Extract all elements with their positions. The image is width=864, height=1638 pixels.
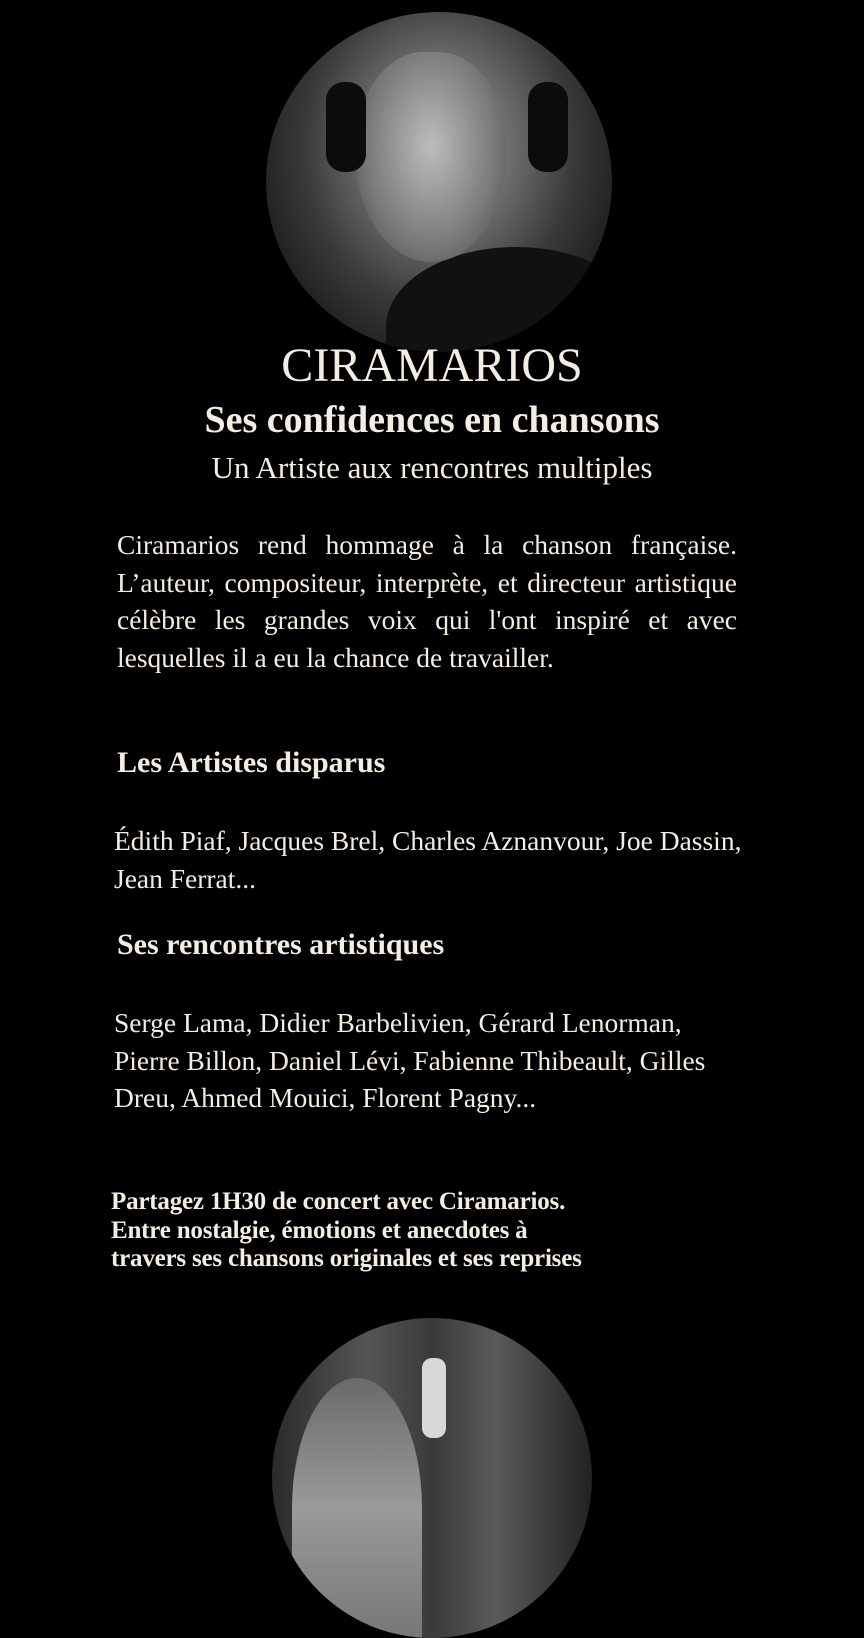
departed-artists-list: Édith Piaf, Jacques Brel, Charles Aznanvour, Joe Dassin, Jean Ferrat... [114, 825, 742, 894]
headphone-icon [326, 82, 366, 172]
cta-line: travers ses chansons originales et ses reprises [111, 1245, 582, 1272]
tagline: Un Artiste aux rencontres multiples [211, 450, 653, 485]
section-heading-departed-artists: Les Artistes disparus [117, 746, 386, 779]
photo-shirt [386, 247, 612, 352]
cta-line: Partagez 1H30 de concert avec Ciramarios. [111, 1188, 566, 1215]
microphone-icon [422, 1358, 446, 1438]
show-subtitle: Ses confidences en chansons [204, 399, 660, 441]
artistic-encounters-list: Serge Lama, Didier Barbelivien, Gérard Lenorman, Pierre Billon, Daniel Lévi, Fabienne Thibeault, Gilles Dreu, Ahmed Mouici, Florent Pagny... [114, 1007, 706, 1113]
concert-call-to-action [111, 1188, 751, 1274]
studio-recording-photo [272, 1318, 592, 1638]
intro-paragraph: Ciramarios rend hommage à la chanson française. L’auteur, compositeur, interprète, et directeur artistique célèbre les grandes voix qui l'ont inspiré et avec lesquelles il a eu la chance de travailler. [117, 529, 737, 673]
photo-singer [292, 1378, 422, 1638]
section-heading-artistic-encounters: Ses rencontres artistiques [117, 928, 445, 961]
cta-line: Entre nostalgie, émotions et anecdotes à [111, 1216, 528, 1244]
artist-name-title: CIRAMARIOS [281, 339, 583, 392]
headphone-icon [528, 82, 568, 172]
artist-portrait-photo [266, 12, 612, 352]
photo-face [356, 52, 506, 262]
